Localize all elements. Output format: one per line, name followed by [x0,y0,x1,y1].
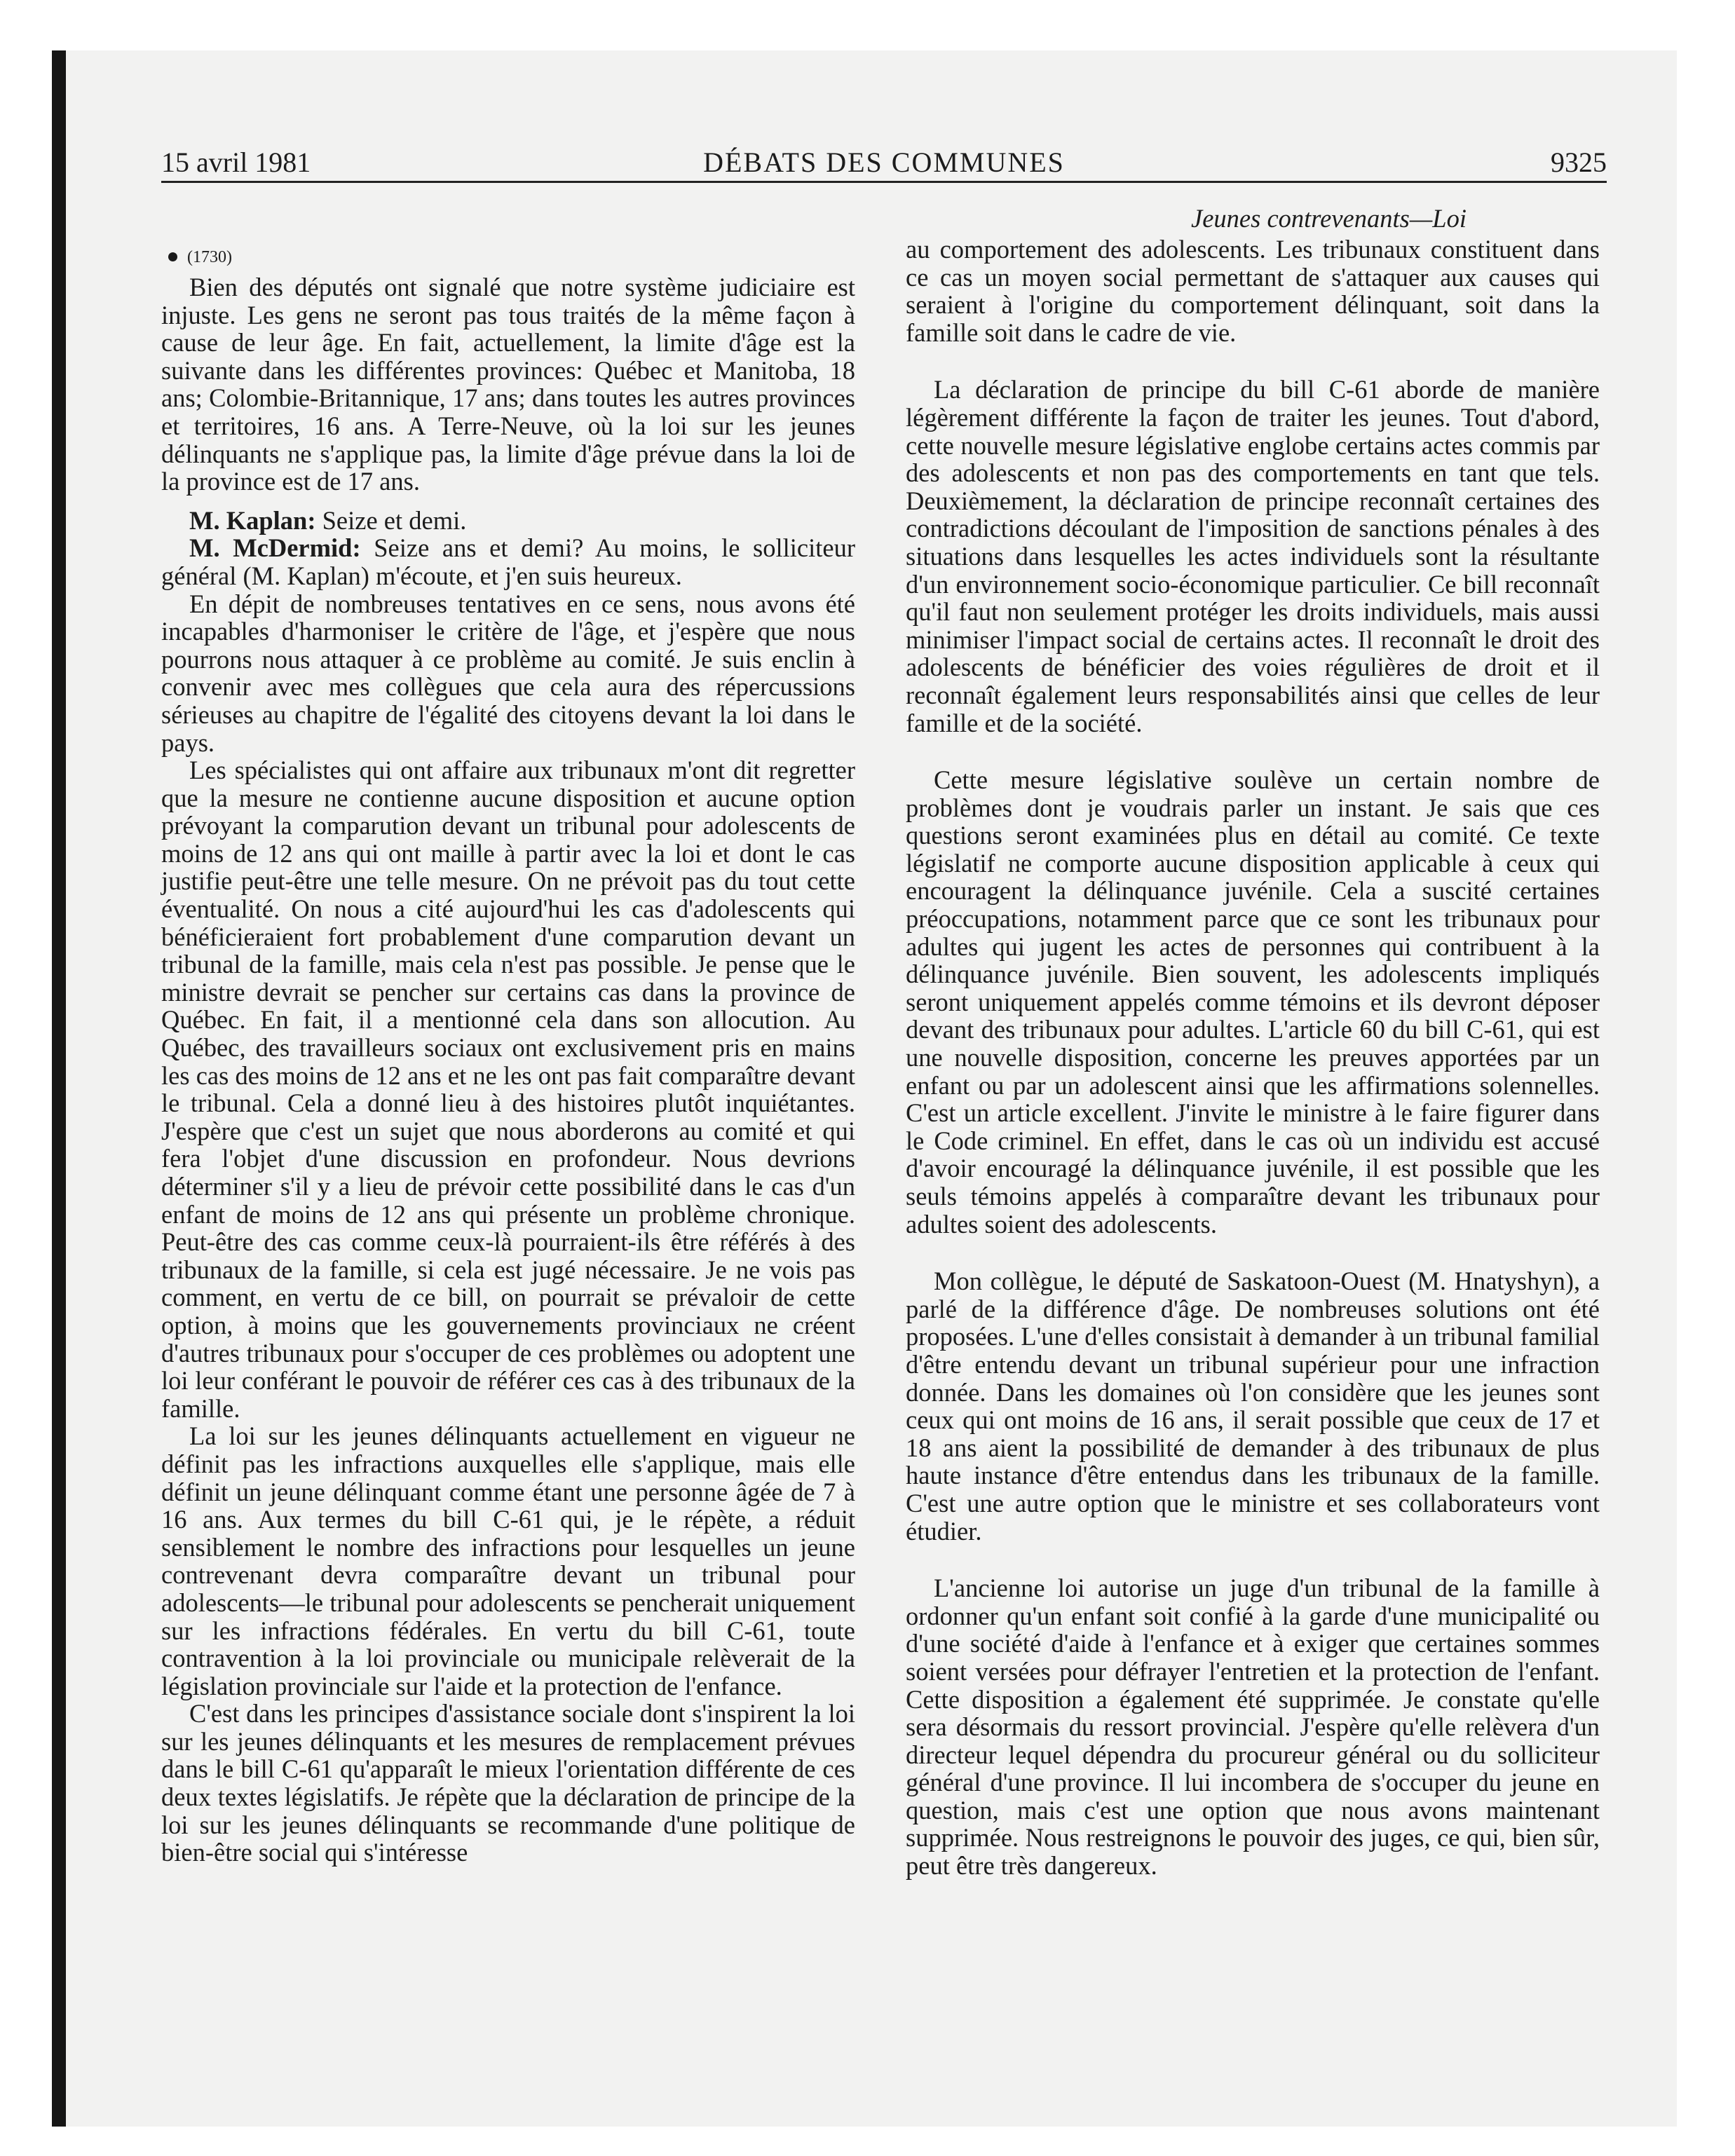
timestamp [168,247,855,268]
paragraph: au comportement des adolescents. Les tribunaux constituent dans ce cas un moyen social permettant de s'attaquer aux causes qui seraient à l'origine du comportement délinquant, soit dans la famille soit dans le cadre de vie. [906,235,1600,347]
scan-edge-bar [52,50,66,2127]
page-header [161,144,1607,181]
paragraph: Mon collègue, le député de Saskatoon-Ouest (M. Hnatyshyn), a parlé de la différence d'âge. De nombreuses solutions ont été proposées. L'une d'elles consistait à demander à un tribunal familial d'être entendu devant un tribunal supérieur pour une infraction donnée. Dans les domaines où l'on considère que les jeunes sont ceux qui ont moins de 16 ans, il serait possible que ceux de 17 et 18 ans aient la possibilité de demander à des tribunaux de plus haute instance d'être entendus dans les tribunaux de la famille. C'est une autre option que le ministre et ses collaborateurs vont étudier. [906,1267,1600,1546]
left-column [161,196,855,1867]
speaker-name: M. McDermid: [189,533,361,563]
speaker-mcdermid [161,534,855,589]
paragraph: Bien des députés ont signalé que notre système judiciaire est injuste. Les gens ne seront pas tous traités de la même façon à cause de leur âge. En fait, actuellement, la limite d'âge est la suivante dans les différentes provinces: Québec et Manitoba, 18 ans; Colombie-Britannique, 17 ans; dans toutes les autres provinces et territoires, 16 ans. A Terre-Neuve, où la loi sur les jeunes délinquants ne s'applique pas, la limite d'âge prévue dans la loi de la province est de 17 ans. [161,273,855,496]
paragraph: En dépit de nombreuses tentatives en ce sens, nous avons été incapables d'harmoniser le critère de l'âge, et j'espère que nous pourrons nous attaquer à ce problème au comité. Je suis enclin à convenir avec mes collègues que cela aura des répercussions sérieuses au chapitre de l'égalité des citoyens devant la loi dans le pays. [161,589,855,757]
paragraph: La déclaration de principe du bill C-61 aborde de manière légèrement différente la façon de traiter les jeunes. Tout d'abord, cette nouvelle mesure législative englobe certains actes commis par des adolescents et non pas des comportements en tant que tels. Deuxièmement, la déclaration de principe reconnaît certaines des contradictions découlant de l'imposition de sanctions pénales à des situations dans lesquelles les actes individuels sont la résultante d'un environnement socio-économique particulier. Ce bill reconnaît qu'il faut non seulement protéger les droits individuels, mais aussi minimiser l'impact social de certains actes. Il reconnaît le droit des adolescents de bénéficier des voies régulières de droit et il reconnaît également leurs responsabilités ainsi que celles de leur famille et de la société. [906,375,1600,737]
header-title: DÉBATS DES COMMUNES [703,146,1065,178]
paragraph: C'est dans les principes d'assistance sociale dont s'inspirent la loi sur les jeunes délinquants et les mesures de remplacement prévues dans le bill C-61 qu'apparaît le mieux l'orientation différente de ces deux textes législatifs. Je répète que la déclaration de principe de la loi sur les jeunes délinquants se recommande d'une politique de bien-être social qui s'intéresse [161,1699,855,1867]
paragraph: Cette mesure législative soulève un certain nombre de problèmes dont je voudrais parler un instant. Je sais que ces questions seront examinées plus en détail au comité. Ce texte législatif ne comporte aucune disposition applicable à ceux qui encouragent la délinquance juvénile. Cela a suscité certaines préoccupations, notamment parce que ce sont les tribunaux pour adultes qui jugent les actes de personnes qui contribuent à la délinquance juvénile. Bien souvent, les adolescents impliqués seront uniquement appelés comme témoins et ils devront déposer devant des tribunaux pour adultes. L'article 60 du bill C-61, qui est une nouvelle disposition, concerne les preuves apportées par un enfant ou par un adolescent ainsi que les affirmations solennelles. C'est un article excellent. J'invite le ministre à le faire figurer dans le Code criminel. En effet, dans le cas où un individu est accusé d'avoir encouragé la délinquance juvénile, il est possible que les seuls témoins appelés à comparaître devant les tribunaux pour adultes soient des adolescents. [906,765,1600,1239]
bullet-icon [168,252,177,261]
speaker-kaplan [161,507,855,535]
paragraph: L'ancienne loi autorise un juge d'un tribunal de la famille à ordonner qu'un enfant soit confié à la garde d'une municipalité ou d'une société d'aide à l'enfance et à exiger que certaines sommes soient versées pour défrayer l'entretien et la protection de l'enfant. Cette disposition a également été supprimée. Je constate qu'elle sera désormais du ressort provincial. J'espère qu'elle relèvera d'un directeur lequel dépendra du procureur général ou du solliciteur général d'une province. Il lui incombera de s'occuper du jeune en question, mais c'est une option que nous avons maintenant supprimée. Nous restreignons le pouvoir des juges, ce qui, bien sûr, peut être très dangereux. [906,1574,1600,1881]
right-column [906,196,1600,1880]
paragraph: Les spécialistes qui ont affaire aux tribunaux m'ont dit regretter que la mesure ne contienne aucune disposition et aucune option prévoyant la comparution devant un tribunal pour adolescents de moins de 12 ans qui ont maille à partir avec la loi et dont le cas justifie peut-être une telle mesure. On ne prévoit pas du tout cette éventualité. On nous a cité aujourd'hui les cas d'adolescents qui bénéficieraient fort probablement d'une comparution devant un tribunal de la famille, mais cela n'est pas possible. Je pense que le ministre devrait se pencher sur certains cas dans la province de Québec. En fait, il a mentionné cela dans son allocution. Au Québec, des travailleurs sociaux ont exclusivement pris en mains les cas des moins de 12 ans et ne les ont pas fait comparaître devant le tribunal. Cela a donné lieu à des histoires plutôt inquiétantes. J'espère que c'est un sujet que nous aborderons au comité et qui fera l'objet d'une discussion en profondeur. Nous devrions déterminer s'il y a lieu de prévoir cette possibilité dans le cas d'un enfant de moins de 12 ans qui présente un problème chronique. Peut-être des cas comme ceux-là pourraient-ils être référés à des tribunaux de la famille, si cela est jugé nécessaire. Je ne vois pas comment, en vertu de ce bill, on pourrait se prévaloir de cette option, à moins que les gouvernements provinciaux ne créent d'autres tribunaux pour s'occuper de ces problèmes ou adoptent une loi leur conférant le pouvoir de référer ces cas à des tribunaux de la famille. [161,756,855,1423]
running-head: Jeunes contrevenants—Loi [1191,204,1467,233]
speaker-text: Seize et demi. [315,505,467,535]
paragraph: La loi sur les jeunes délinquants actuellement en vigueur ne définit pas les infractions auxquelles elle s'applique, mais elle définit un jeune délinquant comme étant une personne âgée de 7 à 16 ans. Aux termes du bill C-61 qui, je le répète, a réduit sensiblement le nombre des infractions pour lesquelles un jeune contrevenant devra comparaître devant un tribunal pour adolescents—le tribunal pour adolescents se pencherait uniquement sur les infractions fédérales. En vertu du bill C-61, toute contravention à la loi provinciale ou municipale relèverait de la législation provinciale sur l'aide et la protection de l'enfance. [161,1421,855,1700]
speaker-text: Seize ans et demi? Au moins, le solliciteur général (M. Kaplan) m'écoute, et j'en suis heureux. [161,533,855,590]
speaker-name: M. Kaplan: [189,505,316,535]
timestamp-text: (1730) [187,248,232,266]
header-rule [161,181,1607,183]
header-date: 15 avril 1981 [161,146,311,178]
page-number: 9325 [1551,146,1607,178]
